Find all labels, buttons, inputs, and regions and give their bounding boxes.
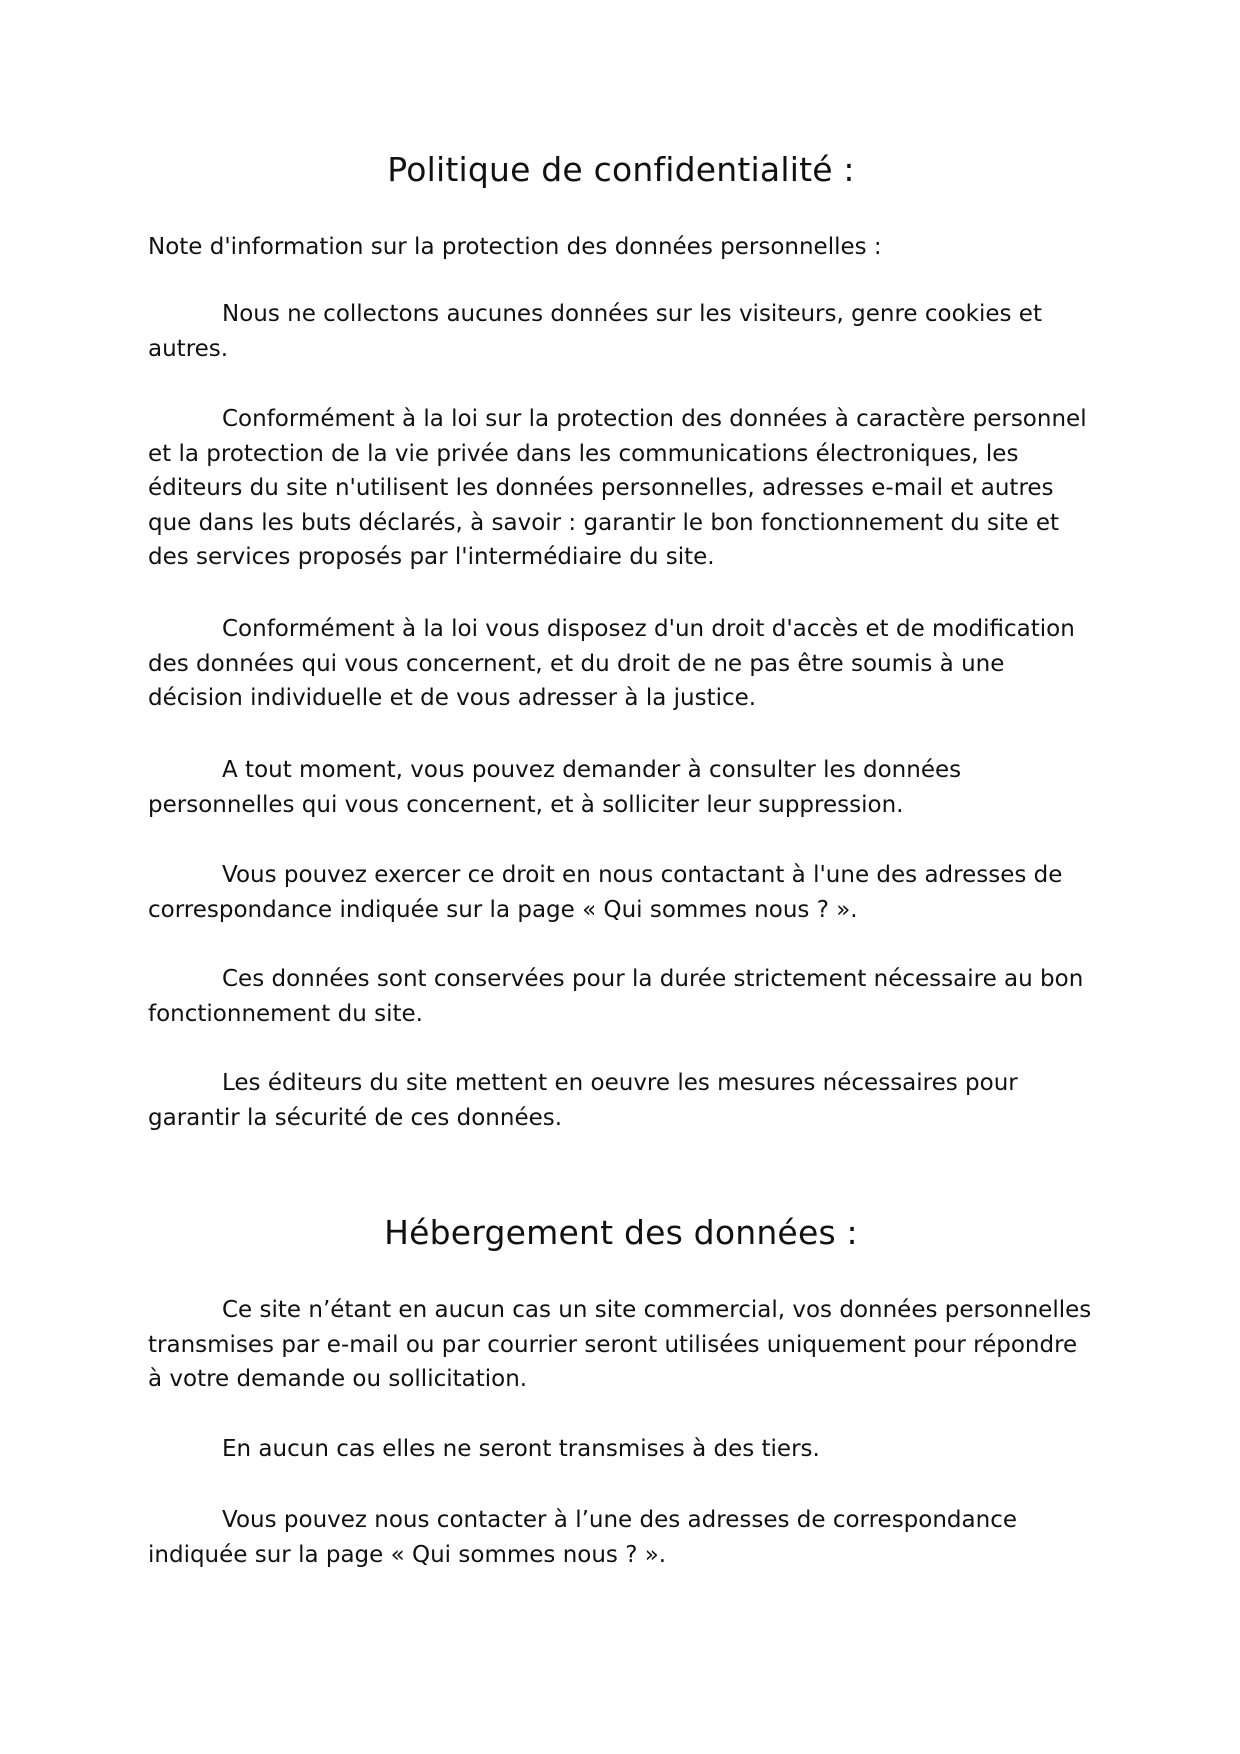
paragraph-line: garantir la sécurité de ces données. (148, 1104, 563, 1131)
paragraph-line: Conformément à la loi vous disposez d'un droit d'accès et de modification (222, 616, 1075, 642)
paragraph-line: que dans les buts déclarés, à savoir : garantir le bon fonctionnement du site et (148, 509, 1060, 536)
paragraph-line: des données qui vous concernent, et du droit de ne pas être soumis à une (148, 650, 1005, 677)
paragraph-retention (148, 962, 1094, 1031)
paragraph-line: et la protection de la vie privée dans les communications électroniques, les (148, 440, 1019, 467)
paragraph-line: fonctionnement du site. (148, 1000, 423, 1027)
paragraph-non-commercial (148, 1293, 1094, 1397)
paragraph-exercise-right (148, 858, 1094, 927)
paragraph-consult-data (148, 753, 1094, 822)
paragraph-line: Les éditeurs du site mettent en oeuvre les mesures nécessaires pour (222, 1070, 1018, 1096)
paragraph-line: autres. (148, 335, 229, 362)
paragraph-line: Vous pouvez nous contacter à l’une des adresses de correspondance (222, 1507, 1017, 1533)
paragraph-no-third-party (148, 1432, 1094, 1467)
paragraph-contact (148, 1503, 1094, 1572)
paragraph-line: En aucun cas elles ne seront transmises à des tiers. (222, 1436, 820, 1462)
paragraph-line: Nous ne collectons aucunes données sur les visiteurs, genre cookies et (222, 301, 1042, 327)
paragraph-line: éditeurs du site n'utilisent les données personnelles, adresses e-mail et autres (148, 475, 1054, 501)
paragraph-line: transmises par e-mail ou par courrier seront utilisées uniquement pour répondre (148, 1331, 1078, 1358)
section-title-hosting: Hébergement des données : (384, 1213, 858, 1252)
paragraph-line: personnelles qui vous concernent, et à solliciter leur suppression. (148, 791, 904, 818)
intro-text: Note d'information sur la protection des données personnelles : (148, 234, 882, 260)
paragraph-line: Vous pouvez exercer ce droit en nous contactant à l'une des adresses de (222, 862, 1063, 888)
paragraph-line: à votre demande ou sollicitation. (148, 1366, 528, 1392)
paragraph-security (148, 1066, 1094, 1135)
paragraph-line: Conformément à la loi sur la protection des données à caractère personnel (222, 406, 1087, 432)
paragraph-line: Ce site n’étant en aucun cas un site commercial, vos données personnelles (222, 1297, 1092, 1323)
paragraph-access-rights (148, 612, 1094, 716)
paragraph-line: Ces données sont conservées pour la durée strictement nécessaire au bon (222, 966, 1084, 992)
paragraph-line: correspondance indiquée sur la page « Qui sommes nous ? ». (148, 896, 858, 923)
page-title: Politique de confidentialité : (387, 150, 855, 189)
paragraph-line: indiquée sur la page « Qui sommes nous ? ». (148, 1541, 667, 1568)
paragraph-line: des services proposés par l'intermédiaire du site. (148, 544, 715, 570)
paragraph-no-data-collected (148, 297, 1094, 366)
paragraph-line: A tout moment, vous pouvez demander à consulter les données (222, 757, 962, 783)
paragraph-line: décision individuelle et de vous adresser à la justice. (148, 685, 757, 711)
paragraph-law-compliance (148, 402, 1094, 575)
